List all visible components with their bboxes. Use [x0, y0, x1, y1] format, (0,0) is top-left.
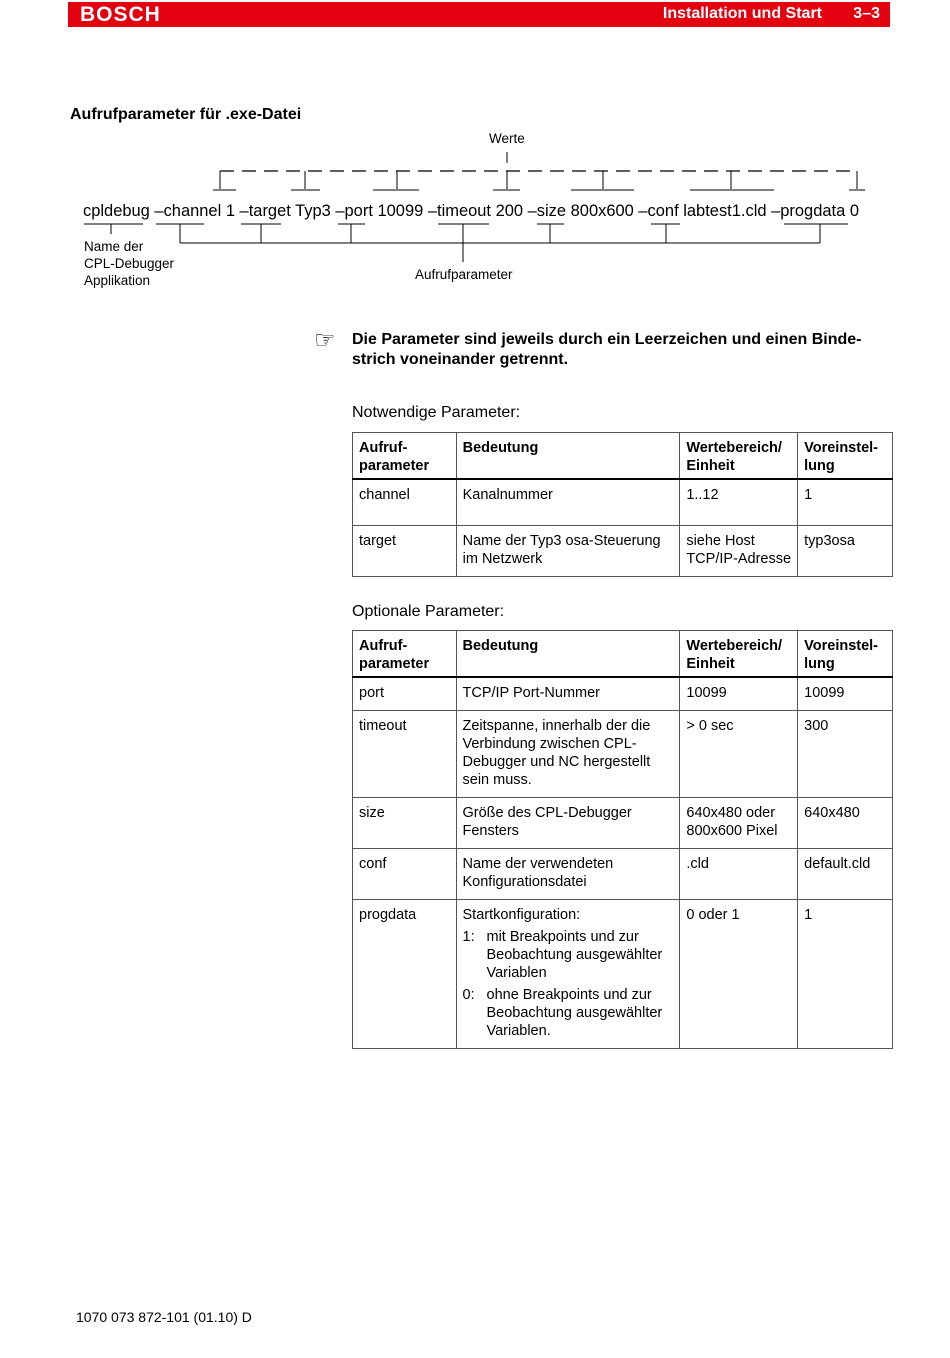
section-title: Aufrufparameter für .exe-Datei [70, 106, 302, 123]
column-header: Wertebereich/ Einheit [680, 433, 798, 480]
table-row [353, 677, 893, 711]
column-header: Voreinstel- lung [798, 631, 893, 678]
param-name: channel [353, 479, 457, 525]
param-range: 640x480 oder 800x600 Pixel [680, 798, 798, 849]
required-parameters-heading: Notwendige Parameter: [352, 404, 521, 421]
chapter-title: Installation und Start [662, 5, 822, 22]
page-number: 3–3 [853, 5, 880, 22]
column-header: Aufruf- parameter [353, 631, 457, 678]
param-range: 1..12 [680, 479, 798, 525]
diagram-values-label: Werte [489, 131, 525, 146]
table-row [353, 711, 893, 798]
list-item [463, 986, 674, 1040]
option-text: mit Breakpoints und zur Beobachtung ausgewählter Variablen [486, 929, 663, 981]
table-row [353, 900, 893, 1049]
param-range: .cld [680, 849, 798, 900]
param-meaning: Name der verwendeten Konfigurationsdatei [456, 849, 680, 900]
bosch-logo: BOSCH [80, 3, 161, 26]
option-text: ohne Breakpoints und zur Beobachtung ausgewählter Variablen. [486, 987, 663, 1039]
param-default: default.cld [798, 849, 893, 900]
param-meaning: Kanalnummer [456, 479, 680, 525]
optional-parameters-table [352, 630, 893, 1049]
table-row [353, 479, 893, 525]
table-header-row [353, 631, 893, 678]
column-header: Voreinstel- lung [798, 433, 893, 480]
param-meaning [456, 900, 680, 1049]
parameters-label: Aufrufparameter [415, 267, 513, 282]
required-parameters-table [352, 432, 893, 577]
param-range: siehe Host TCP/IP-Adresse [680, 525, 798, 576]
param-meaning: Name der Typ3 osa-Steuerung im Netzwerk [456, 525, 680, 576]
param-name: port [353, 677, 457, 711]
values-bracket-drops [220, 171, 857, 189]
option-key: 1: [462, 929, 475, 945]
table-row [353, 849, 893, 900]
column-header: Aufruf- parameter [353, 433, 457, 480]
option-key: 0: [462, 987, 475, 1003]
progdata-meaning: Startkonfiguration: [462, 907, 581, 923]
app-name-label-line1: Name der [84, 239, 144, 254]
document-number: 1070 073 872-101 (01.10) D [76, 1309, 252, 1325]
param-meaning: TCP/IP Port-Nummer [456, 677, 680, 711]
param-range: 10099 [680, 677, 798, 711]
table-row [353, 798, 893, 849]
progdata-options [463, 928, 674, 1040]
param-name: conf [353, 849, 457, 900]
optional-parameters-heading: Optionale Parameter: [352, 603, 505, 620]
param-name: target [353, 525, 457, 576]
param-name: timeout [353, 711, 457, 798]
parameter-bracket [180, 224, 820, 262]
command-diagram [0, 0, 950, 300]
table-header-row [353, 433, 893, 480]
param-default: 1 [798, 479, 893, 525]
pointing-hand-icon: ☞ [314, 327, 336, 354]
param-default: 1 [798, 900, 893, 1049]
param-default: 10099 [798, 677, 893, 711]
param-default: 300 [798, 711, 893, 798]
column-header: Bedeutung [456, 433, 680, 480]
column-header: Bedeutung [456, 631, 680, 678]
param-name: size [353, 798, 457, 849]
app-name-label-line2: CPL-Debugger [84, 256, 175, 271]
list-item [463, 928, 674, 982]
param-name: progdata [353, 900, 457, 1049]
param-meaning: Zeitspanne, innerhalb der die Verbindung zwischen CPL-Debugger und NC hergestellt sein muss. [456, 711, 680, 798]
param-range: > 0 sec [680, 711, 798, 798]
column-header: Wertebereich/ Einheit [680, 631, 798, 678]
param-default: typ3osa [798, 525, 893, 576]
param-meaning: Größe des CPL-Debugger Fensters [456, 798, 680, 849]
app-name-label-line3: Applikation [84, 273, 151, 288]
command-line-text: cpldebug –channel 1 –target Typ3 –port 10099 –timeout 200 –size 800x600 –conf labtest1.cld –progdata 0 [83, 202, 859, 220]
table-row [353, 525, 893, 576]
param-range: 0 oder 1 [680, 900, 798, 1049]
note-text: Die Parameter sind jeweils durch ein Leerzeichen und einen Binde-strich voneinander getrennt. [352, 331, 862, 368]
param-default: 640x480 [798, 798, 893, 849]
